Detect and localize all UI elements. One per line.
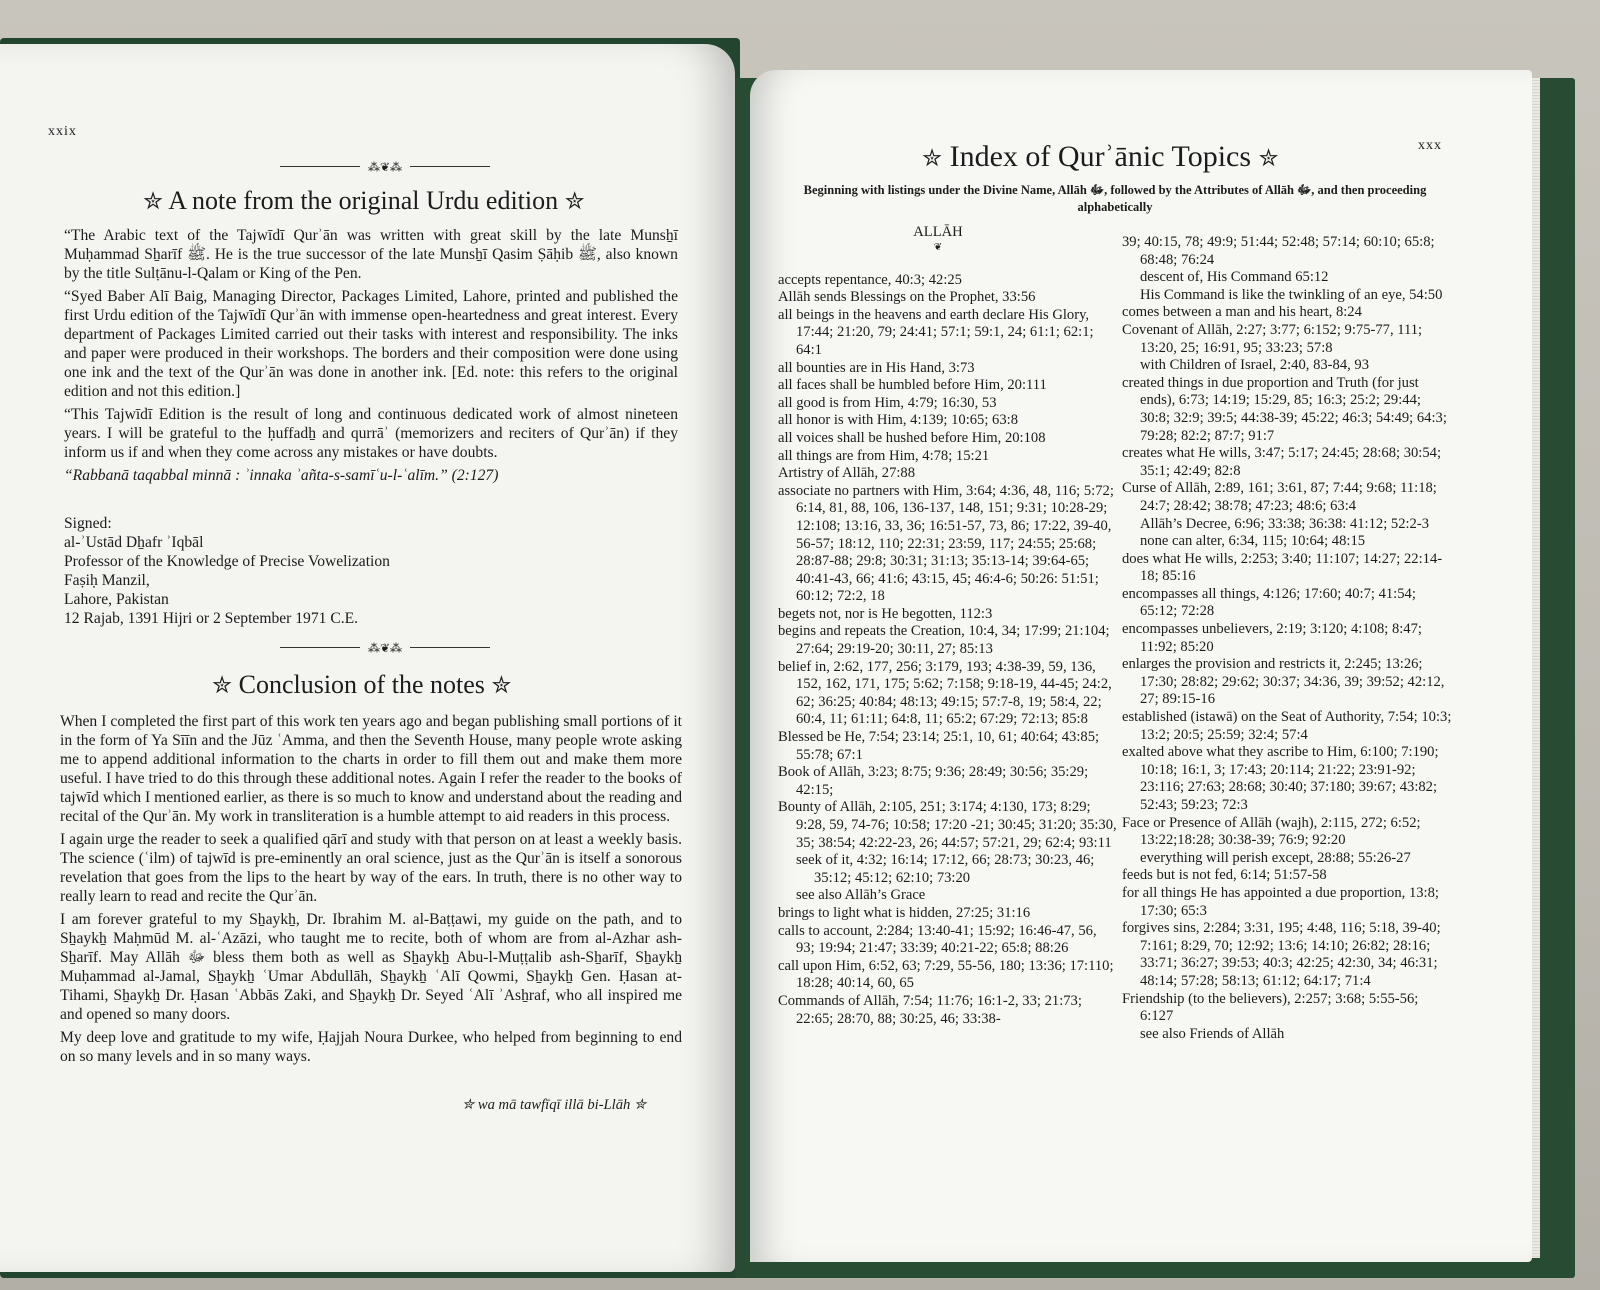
index-subentry: everything will perish except, 28:88; 55:26-27 bbox=[1140, 849, 1411, 866]
index-entry: Bounty of Allāh, 2:105, 251; 3:174; 4:130, 173; 8:29; 9:28, 59, 74-76; 10:58; 17:20 -21; 30:45; 31:20; 35:30, 35; 38:54; 42:22-23, 26; 44:57; 57:21, 29; 62:4; 93:11 bbox=[778, 799, 1117, 851]
section-heading-urdu-note bbox=[143, 186, 585, 216]
index-entry: brings to light what is hidden, 27:25; 31:16 bbox=[778, 904, 1031, 921]
star-icon: ✮ bbox=[212, 673, 233, 699]
index-entry: established (istawā) on the Seat of Authority, 7:54; 10:3; 13:2; 20:5; 25:59; 32:4; 57:4 bbox=[1122, 709, 1452, 743]
index-entry: all voices shall be hushed before Him, 20:108 bbox=[778, 429, 1046, 446]
closing-phrase: ✮ wa mā tawfīqī illā bi-Llāh ✮ bbox=[462, 1097, 647, 1113]
paragraph: When I completed the first part of this work ten years ago and began publishing small portions of it in the form of Ya Sīīn and the Jūz ʿAmma, and then the Seventh House, many people wrote asking me to append additional information to the charts in order to fill them out and make them more useful. I have tried to do this through these additional notes. Again I refer the reader to the books of tajwīd which I mentioned earlier, as there is so much to know and understand about the reading and recital of the Qurʾān. My work in transliteration is a humble attempt to aid readers in this process. bbox=[60, 713, 682, 825]
index-subentry: with Children of Israel, 2:40, 83-84, 93 bbox=[1140, 357, 1370, 374]
signature-line: 12 Rajab, 1391 Hijri or 2 September 1971 C.E. bbox=[64, 610, 359, 627]
paragraph: “This Tajwīdī Edition is the result of long and continuous dedicated work of almost nineteen years. I will be grateful to the ḥuffadẖ and qurrāʾ (memorizers and reciters of Qurʾān) if they inform us if and when they come across any mistakes or have doubts. bbox=[64, 406, 678, 461]
index-subentry: seek of it, 4:32; 16:14; 17:12, 66; 28:73; 30:23, 46; 35:12; 45:12; 62:10; 73:20 bbox=[796, 852, 1095, 886]
index-entry: exalted above what they ascribe to Him, 6:100; 7:190; 10:18; 16:1, 3; 17:43; 20:114; 21:22; 23:91-92; 23:116; 27:63; 28:68; 30:40; 37:180; 39:67; 43:82; 52:43; 59:23; 72:3 bbox=[1122, 744, 1439, 813]
index-entry: Book of Allāh, 3:23; 8:75; 9:36; 28:49; 30:56; 35:29; 42:15; bbox=[778, 764, 1089, 798]
index-entry: Allāh sends Blessings on the Prophet, 33:56 bbox=[778, 289, 1036, 306]
index-entries-2 bbox=[1122, 234, 1452, 1043]
urdu-note-body bbox=[64, 226, 678, 489]
left-page bbox=[0, 44, 735, 1272]
index-entry: calls to account, 2:284; 13:40-41; 15:92; 16:46-47, 56, 93; 19:94; 21:47; 33:39; 40:21-22; 65:8; 88:26 bbox=[778, 922, 1097, 957]
section-title: Conclusion of the notes bbox=[238, 670, 485, 699]
index-subentry: descent of, His Command 65:12 bbox=[1140, 269, 1329, 286]
ornament-divider-middle: ⁂❦⁂ bbox=[280, 641, 490, 655]
paragraph: “Syed Baber Alī Baig, Managing Director, Packages Limited, Lahore, printed and published the first Urdu edition of the Tajwīdī Qurʾān with immense open-heartedness and great interest. Every department of Packages Limited carried out their tasks with interest and responsibility. The inks and paper were produced in their workshops. The borders and their composition were done using one ink and the text of the Qurʾān was done in another ink. [Ed. note: this refers to the original edition and not this edition.] bbox=[64, 288, 678, 400]
signature-line: Signed: bbox=[64, 515, 112, 532]
star-icon: ✮ bbox=[491, 673, 512, 699]
index-subentry: see also Friends of Allāh bbox=[1140, 1025, 1285, 1042]
index-entry: Curse of Allāh, 2:89, 161; 3:61, 87; 7:44; 9:68; 11:18; 24:7; 28:42; 38:78; 47:23; 48:6; 63:4 bbox=[1122, 480, 1437, 514]
paragraph-prayer: “Rabbanā taqabbal minnā : ʾinnaka ʾañta-s-samīʿu-l-ʿalīm.” (2:127) bbox=[64, 467, 499, 484]
index-column-2 bbox=[1122, 234, 1452, 1043]
paragraph: I again urge the reader to seek a qualified qārī and study with that person on at least a weekly basis. The science (ʿilm) of tajwīd is pre-eminently an oral science, just as the Qurʾān is itself a sonorous revelation that goes from the lips to the heart by way of the ears. In truth, there is no other way to really learn to read and recite the Qurʾān. bbox=[60, 831, 682, 905]
index-entry: begins and repeats the Creation, 10:4, 34; 17:99; 21:104; 27:64; 29:19-20; 30:11, 27; 85:13 bbox=[778, 623, 1110, 658]
paragraph: My deep love and gratitude to my wife, Ḥajjah Noura Durkee, who helped from beginning to end on so many levels and in so many ways. bbox=[60, 1029, 682, 1065]
index-entry: all bounties are in His Hand, 3:73 bbox=[778, 359, 975, 376]
index-entry: all things are from Him, 4:78; 15:21 bbox=[778, 447, 990, 464]
paragraph: I am forever grateful to my Sẖaykẖ, Dr. Ibrahim M. al-Baṭṭawi, my guide on the path, and to Sẖaykẖ Maḥmūd M. al-ʿAzāzi, who taught me to recite, both of whom are from al-Azhar ash-Sẖarīf. May Allāh ﷻ bless them both as well as Sẖaykẖ Abu-l-Muṭṭalib ash-Sẖarīf, Sẖaykẖ Muḥammad al-Jamal, Sẖaykẖ ʿUmar Abdullāh, Sẖaykẖ ʿAlī Qowmi, Sẖaykẖ Gen. Ḥasan at-Tihami, Sẖaykẖ Dr. Ḥasan ʿAbbās Zaki, and Sẖaykẖ Dr. Seyed ʿAlī ʾAsẖraf, who all inspired me and opened so many doors. bbox=[60, 911, 682, 1023]
page-number-left: xxix bbox=[48, 124, 77, 139]
section-heading-conclusion bbox=[212, 670, 511, 700]
index-entry: enlarges the provision and restricts it, 2:245; 13:26; 17:30; 28:82; 29:62; 30:37; 34:36, 39; 39:52; 42:12, 27; 89:15-16 bbox=[1122, 656, 1445, 708]
signature-line: Faṣiḥ Manzil, bbox=[64, 572, 150, 589]
index-subentry: Allāh’s Decree, 6:96; 33:38; 36:38: 41:12; 52:2-3 bbox=[1140, 515, 1429, 532]
index-entry: forgives sins, 2:284; 3:31, 195; 4:48, 116; 5:18, 39-40; 7:161; 8:29, 70; 12:92; 13:6; 14:10; 26:82; 28:16; 33:71; 36:27; 39:53; 40:3; 42:25; 42:30, 34; 46:31; 48:14; 57:28; 58:13; 61:12; 64:17; 71:4 bbox=[1122, 920, 1441, 989]
signature-line: al-ʾUstād Dẖafr ʾIqbāl bbox=[64, 534, 204, 551]
index-entry: Blessed be He, 7:54; 23:14; 25:1, 10, 61; 40:64; 43:85; 55:78; 67:1 bbox=[778, 729, 1100, 763]
index-subentry: see also Allāh’s Grace bbox=[796, 887, 926, 904]
index-entry: encompasses all things, 4:126; 17:60; 40:7; 41:54; 65:12; 72:28 bbox=[1122, 585, 1416, 620]
index-entry: Covenant of Allāh, 2:27; 3:77; 6:152; 9:75-77, 111; 13:20, 25; 16:91, 95; 33:23; 57:8 bbox=[1122, 321, 1423, 356]
index-entry: does what He wills, 2:253; 3:40; 11:107; 14:27; 22:14-18; 85:16 bbox=[1122, 550, 1443, 585]
right-page bbox=[750, 70, 1532, 1262]
star-icon: ✮ bbox=[143, 189, 164, 215]
index-entry: Commands of Allāh, 7:54; 11:76; 16:1-2, 33; 21:73; 22:65; 28:70, 88; 30:25, 46; 33:38- bbox=[778, 992, 1082, 1027]
index-entry: feeds but is not fed, 6:14; 51:57-58 bbox=[1122, 867, 1327, 884]
index-entry: begets not, nor is He begotten, 112:3 bbox=[778, 605, 993, 622]
index-entry: creates what He wills, 3:47; 5:17; 24:45; 28:68; 30:54; 35:1; 42:49; 82:8 bbox=[1122, 445, 1441, 479]
star-icon: ✮ bbox=[1258, 146, 1279, 172]
signature-block bbox=[64, 514, 390, 628]
signature-line: Lahore, Pakistan bbox=[64, 591, 169, 608]
page-number-right: xxx bbox=[1418, 138, 1442, 153]
star-icon: ✮ bbox=[564, 189, 585, 215]
index-entry: 39; 40:15, 78; 49:9; 51:44; 52:48; 57:14; 60:10; 65:8; 68:48; 76:24 bbox=[1122, 234, 1435, 268]
index-entry: Friendship (to the believers), 2:257; 3:68; 5:55-56; 6:127 bbox=[1122, 990, 1419, 1025]
index-entry: all honor is with Him, 4:139; 10:65; 63:8 bbox=[778, 412, 1018, 429]
signature-line: Professor of the Knowledge of Precise Vowelization bbox=[64, 553, 390, 570]
index-entry: comes between a man and his heart, 8:24 bbox=[1122, 304, 1362, 321]
index-entry: created things in due proportion and Truth (for just ends), 6:73; 14:19; 15:29, 85; 16:3; 25:2; 29:44; 30:8; 32:9; 39:5; 44:38-39; 45:22; 46:3; 54:49; 64:3; 79:28; 82:2; 87:7; 91:7 bbox=[1122, 374, 1447, 444]
index-entry: belief in, 2:62, 177, 256; 3:179, 193; 4:38-39, 59, 136, 152, 162, 171, 175; 5:62; 7:158; 9:18-19, 44-45; 24:2, 62; 36:25; 40:84; 48:13; 49:15; 57:7-8, 19; 58:4, 22; 60:4, 11; 61:11; 64:8, 11; 65:2; 67:29; 72:13; 85:8 bbox=[778, 658, 1112, 728]
ornament-divider-top: ⁂❦⁂ bbox=[280, 160, 490, 174]
paragraph: “The Arabic text of the Tajwīdī Qurʾān was written with great skill by the late Munsẖī Muḥammad Sẖarīf ﷺ. He is the true successor of the late Munsẖī Qasim Ṣāḥib ﷺ, also known by the title Sulṭānu-l-Qalam or King of the Pen. bbox=[64, 227, 678, 282]
index-title bbox=[922, 140, 1279, 174]
index-entry: for all things He has appointed a due proportion, 13:8; 17:30; 65:3 bbox=[1122, 884, 1439, 919]
index-entry: call upon Him, 6:52, 63; 7:29, 55-56, 180; 13:36; 17:110; 18:28; 40:14, 60, 65 bbox=[778, 957, 1114, 992]
index-subentry: His Command is like the twinkling of an eye, 54:50 bbox=[1140, 286, 1443, 303]
index-entry: associate no partners with Him, 3:64; 4:36, 48, 116; 5:72; 6:14, 81, 88, 106, 136-137, 148, 151; 9:31; 10:28-29; 12:108; 13:16, 33, 36; 16:51-57, 73, 86; 17:22, 39-40, 56-57; 18:12, 110; 22:31; 23:59, 117; 24:55; 25:68; 28:87-88; 29:8; 30:31; 31:13; 35:13-14; 39:64-65; 40:41-43, 66; 41:6; 43:15, 45; 46:4-6; 50:26: 51:51; 60:12; 72:2, 18 bbox=[778, 482, 1114, 605]
star-icon: ✮ bbox=[922, 146, 943, 172]
index-subtitle: Beginning with listings under the Divine Name, Allāh ﷻ, followed by the Attributes of Allāh ﷻ, and then proceeding alphabetically bbox=[803, 183, 1427, 214]
index-entry: accepts repentance, 40:3; 42:25 bbox=[778, 271, 962, 288]
index-entry: all faces shall be humbled before Him, 20:111 bbox=[778, 377, 1047, 394]
index-entry: all beings in the heavens and earth declare His Glory, 17:44; 21:20, 79; 24:41; 57:1; 59:1, 24; 61:1; 62:1; 64:1 bbox=[778, 306, 1094, 358]
index-title-text: Index of Qurʾānic Topics bbox=[949, 140, 1252, 173]
section-title: A note from the original Urdu edition bbox=[168, 186, 559, 215]
index-entries-1 bbox=[778, 272, 1118, 1029]
index-entry: encompasses unbelievers, 2:19; 3:120; 4:108; 8:47; 11:92; 85:20 bbox=[1122, 621, 1422, 655]
index-entry: Artistry of Allāh, 27:88 bbox=[778, 465, 916, 482]
index-column-heading: ALLĀH bbox=[913, 224, 963, 240]
index-entry: all good is from Him, 4:79; 16:30, 53 bbox=[778, 394, 997, 411]
index-column-1 bbox=[778, 224, 1118, 1028]
index-entry: Face or Presence of Allāh (wajh), 2:115, 272; 6:52; 13:22;18:28; 30:38-39; 76:9; 92:20 bbox=[1122, 814, 1421, 849]
index-subentry: none can alter, 6:34, 115; 10:64; 48:15 bbox=[1140, 533, 1366, 550]
conclusion-body bbox=[60, 712, 682, 1070]
ornament-icon: ❦ bbox=[933, 241, 943, 253]
